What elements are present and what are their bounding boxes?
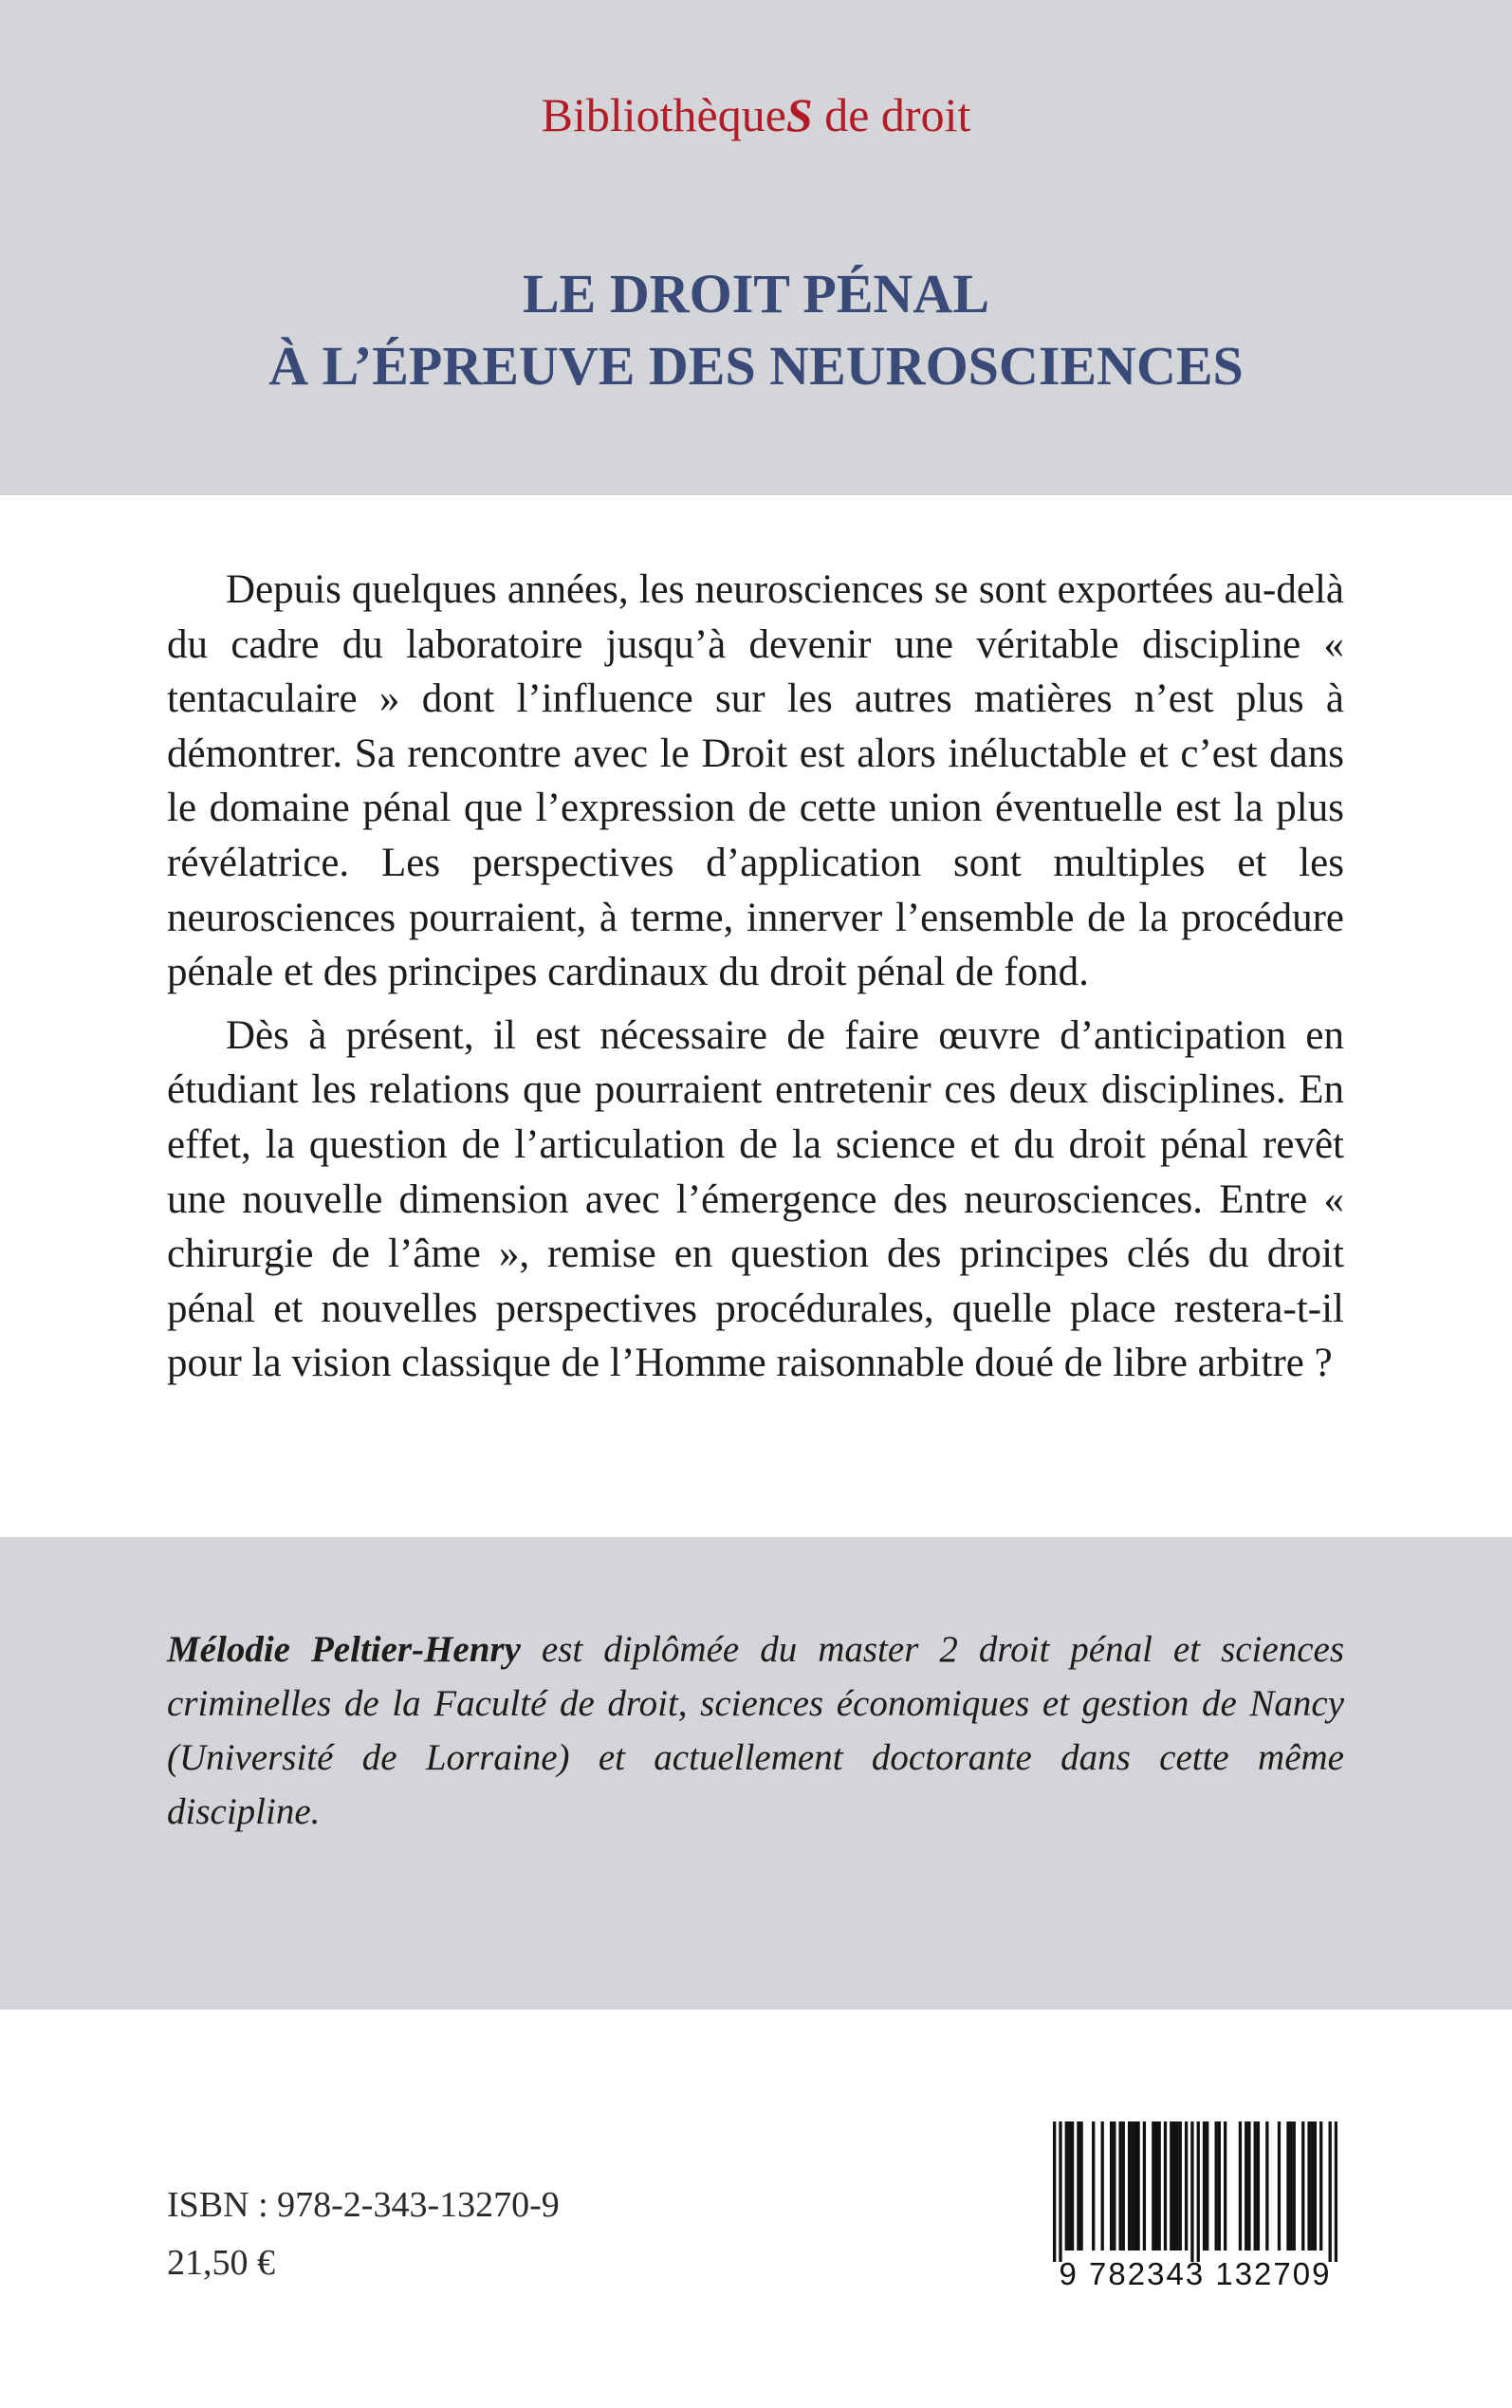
price-label: 21,50 € bbox=[167, 2243, 275, 2283]
author-name: Mélodie Peltier-Henry bbox=[167, 1629, 521, 1670]
barcode-bar bbox=[1134, 2121, 1136, 2251]
summary-paragraph-2: Dès à présent, il est nécessaire de faire œuvre d’anticipation en étudiant les relations que pourraient entretenir ces deux disciplines. En effet, la question de l’articulation de la science et du droit pénal revêt une nouvelle dimension avec l’émergence des neurosciences. Entre « chirurgie de l’âme », remise en question des principes clés du droit pénal et nouvelles perspectives procédurales, quelle place restera-t-il pour la vision classique de l’Homme raisonnable doué de libre arbitre ? bbox=[167, 1012, 1344, 1386]
barcode-bar bbox=[1239, 2121, 1242, 2251]
barcode-bar bbox=[1131, 2121, 1134, 2251]
barcode-bar bbox=[1278, 2121, 1281, 2251]
barcode-bar bbox=[1179, 2121, 1182, 2251]
barcode-bar bbox=[1110, 2121, 1113, 2251]
barcode-bars-icon bbox=[1053, 2121, 1337, 2262]
barcode-bar bbox=[1122, 2121, 1125, 2251]
barcode-bar bbox=[1154, 2121, 1157, 2251]
barcode-bar bbox=[1301, 2121, 1304, 2251]
barcode-bar bbox=[1307, 2121, 1310, 2251]
barcode-bar bbox=[1314, 2121, 1317, 2251]
barcode-bar bbox=[1289, 2121, 1292, 2251]
barcode-bar bbox=[1190, 2121, 1193, 2262]
barcode-bar bbox=[1293, 2121, 1296, 2251]
barcode-bar bbox=[1254, 2121, 1257, 2251]
barcode-bar bbox=[1329, 2121, 1332, 2262]
barcode-bar bbox=[1215, 2121, 1218, 2251]
barcode-bar bbox=[1152, 2121, 1154, 2251]
barcode-bar bbox=[1247, 2121, 1250, 2251]
author-bio-text: est diplômée du master 2 droit pénal et sciences criminelles de la Faculté de droit, sciences économiques et gestion de Nancy (Université de Lorraine) et actuellement doctorante dans cette même discipline. bbox=[167, 1629, 1345, 1832]
barcode-bar bbox=[1170, 2121, 1172, 2251]
barcode-bar bbox=[1113, 2121, 1116, 2251]
title-line-1: LE DROIT PÉNAL bbox=[522, 263, 990, 324]
barcode-bar bbox=[1335, 2121, 1337, 2262]
barcode-bar bbox=[1065, 2121, 1068, 2251]
barcode-bar bbox=[1311, 2121, 1314, 2251]
barcode-bar bbox=[1224, 2121, 1226, 2251]
barcode-bar bbox=[1079, 2121, 1082, 2251]
barcode-bar bbox=[1257, 2121, 1260, 2251]
barcode-bar bbox=[1128, 2121, 1131, 2251]
barcode-bar bbox=[1092, 2121, 1095, 2251]
barcode-bar bbox=[1059, 2121, 1061, 2262]
barcode-bar bbox=[1286, 2121, 1289, 2251]
barcode-bar bbox=[1175, 2121, 1178, 2251]
barcode-bar bbox=[1053, 2121, 1056, 2262]
barcode-bar bbox=[1218, 2121, 1221, 2251]
barcode-bar bbox=[1245, 2121, 1247, 2251]
barcode-bar bbox=[1197, 2121, 1200, 2262]
book-title bbox=[0, 258, 1512, 402]
barcode-bar bbox=[1164, 2121, 1167, 2251]
barcode-bar bbox=[1143, 2121, 1146, 2251]
series-emphasis: S bbox=[785, 88, 813, 141]
barcode bbox=[1043, 2114, 1347, 2321]
barcode-bar bbox=[1136, 2121, 1139, 2251]
series-name bbox=[0, 87, 1512, 142]
series-prefix: Bibliothèque bbox=[541, 88, 786, 141]
barcode-bar bbox=[1077, 2121, 1079, 2251]
barcode-bar bbox=[1158, 2121, 1161, 2251]
barcode-bar bbox=[1319, 2121, 1322, 2251]
barcode-bar bbox=[1203, 2121, 1206, 2251]
barcode-bar bbox=[1206, 2121, 1208, 2251]
barcode-bar bbox=[1068, 2121, 1071, 2251]
barcode-bar bbox=[1101, 2121, 1104, 2251]
summary-paragraph-1: Depuis quelques années, les neurosciences se sont exportées au-delà du cadre du laboratoire jusqu’à devenir une véritable discipline « tentaculaire » dont l’influence sur les autres matières n’est plus à démontrer. Sa rencontre avec le Droit est alors inéluctable et c’est dans le domaine pénal que l’expression de cette union éventuelle est la plus révélatrice. Les perspectives d’application sont multiples et les neurosciences pourraient, à terme, innerver l’ensemble de la procédure pénale et des principes cardinaux du droit pénal de fond. bbox=[167, 567, 1344, 995]
isbn-label: ISBN : 978-2-343-13270-9 bbox=[167, 2185, 560, 2225]
barcode-bar bbox=[1118, 2121, 1121, 2251]
series-suffix: de droit bbox=[812, 88, 971, 141]
header-band bbox=[0, 0, 1512, 495]
author-bio bbox=[167, 1622, 1344, 1839]
barcode-bar bbox=[1185, 2121, 1188, 2251]
barcode-digits: 9 782343 132709 bbox=[1059, 2256, 1332, 2291]
barcode-bar bbox=[1071, 2121, 1074, 2251]
barcode-bar bbox=[1265, 2121, 1268, 2251]
book-summary bbox=[167, 563, 1344, 1391]
barcode-bar bbox=[1172, 2121, 1175, 2251]
title-line-2: À L’ÉPREUVE DES NEUROSCIENCES bbox=[268, 335, 1244, 397]
